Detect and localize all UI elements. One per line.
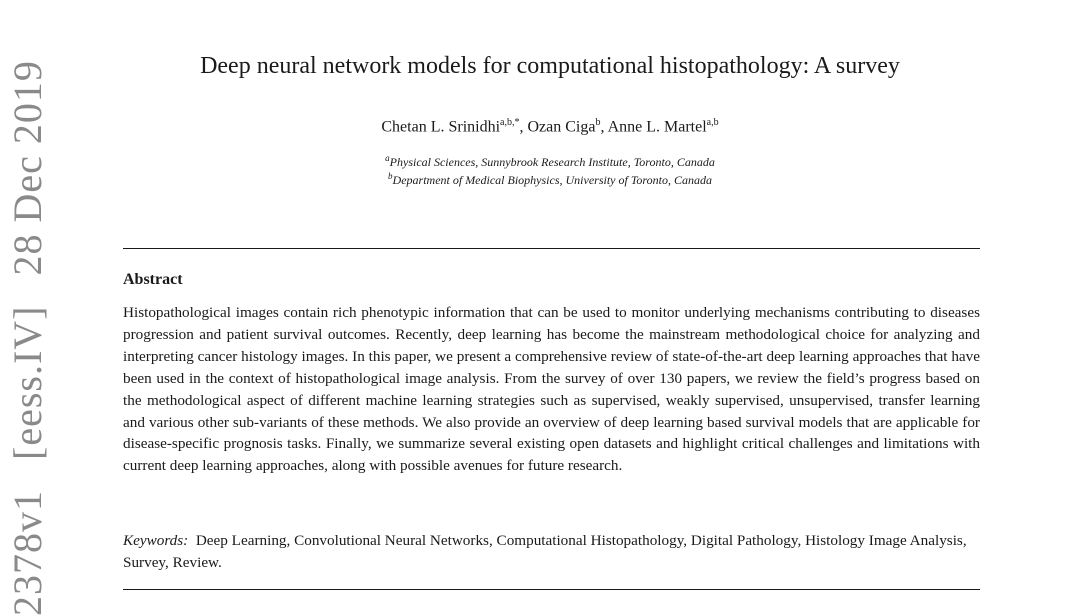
paper-title: Deep neural network models for computational histopathology: A survey: [200, 53, 900, 79]
arxiv-category: [eess.IV]: [5, 305, 50, 460]
arxiv-id: 2378v1: [5, 490, 50, 616]
affiliation-text: Physical Sciences, Sunnybrook Research Institute, Toronto, Canada: [389, 155, 715, 169]
arxiv-date: 28 Dec 2019: [5, 60, 50, 276]
top-divider: [123, 248, 980, 249]
bottom-divider: [123, 589, 980, 590]
abstract-heading: Abstract: [123, 271, 183, 288]
keywords: [123, 530, 980, 574]
author-list: [0, 112, 1080, 138]
affiliation-mark: b: [388, 171, 393, 181]
author-name: Anne L. Martel: [607, 118, 707, 136]
author-affiliation-mark: a,b,*: [500, 117, 520, 128]
affiliation-text: Department of Medical Biophysics, University of Toronto, Canada: [392, 173, 712, 187]
author-affiliation-mark: b: [595, 117, 601, 128]
author-name: Ozan Ciga: [527, 118, 596, 136]
author-separator: ,: [519, 118, 528, 136]
affiliation: [0, 168, 1080, 189]
author-name: Chetan L. Srinidhi: [381, 118, 501, 136]
author-separator: ,: [600, 118, 608, 136]
abstract-text: Histopathological images contain rich phenotypic information that can be used to monitor underlying mechanisms contributing to diseases progression and patient survival outcomes. Recently, deep learning has become the mainstream methodological choice for analyzing and interpreting cancer histology images. In this paper, we present a comprehensive review of state-of-the-art deep learning approaches that have been used in the context of histopathological image analysis. From the survey of over 130 papers, we review the field’s progress based on the methodological aspect of different machine learning strategies such as supervised, weakly supervised, unsupervised, transfer learning and various other sub-variants of these methods. We also provide an overview of deep learning based survival models that are applicable for disease-specific prognosis tasks. Finally, we summarize several existing open datasets and highlight critical challenges and limitations with current deep learning approaches, along with possible avenues for future research.: [123, 304, 980, 475]
keywords-text: Deep Learning, Convolutional Neural Networks, Computational Histopathology, Digital Pathology, Histology Image Analysis, Survey, Review.: [123, 532, 967, 571]
keywords-label: Keywords:: [123, 532, 189, 549]
author-affiliation-mark: a,b: [706, 117, 719, 128]
affiliation-mark: a: [385, 153, 390, 163]
